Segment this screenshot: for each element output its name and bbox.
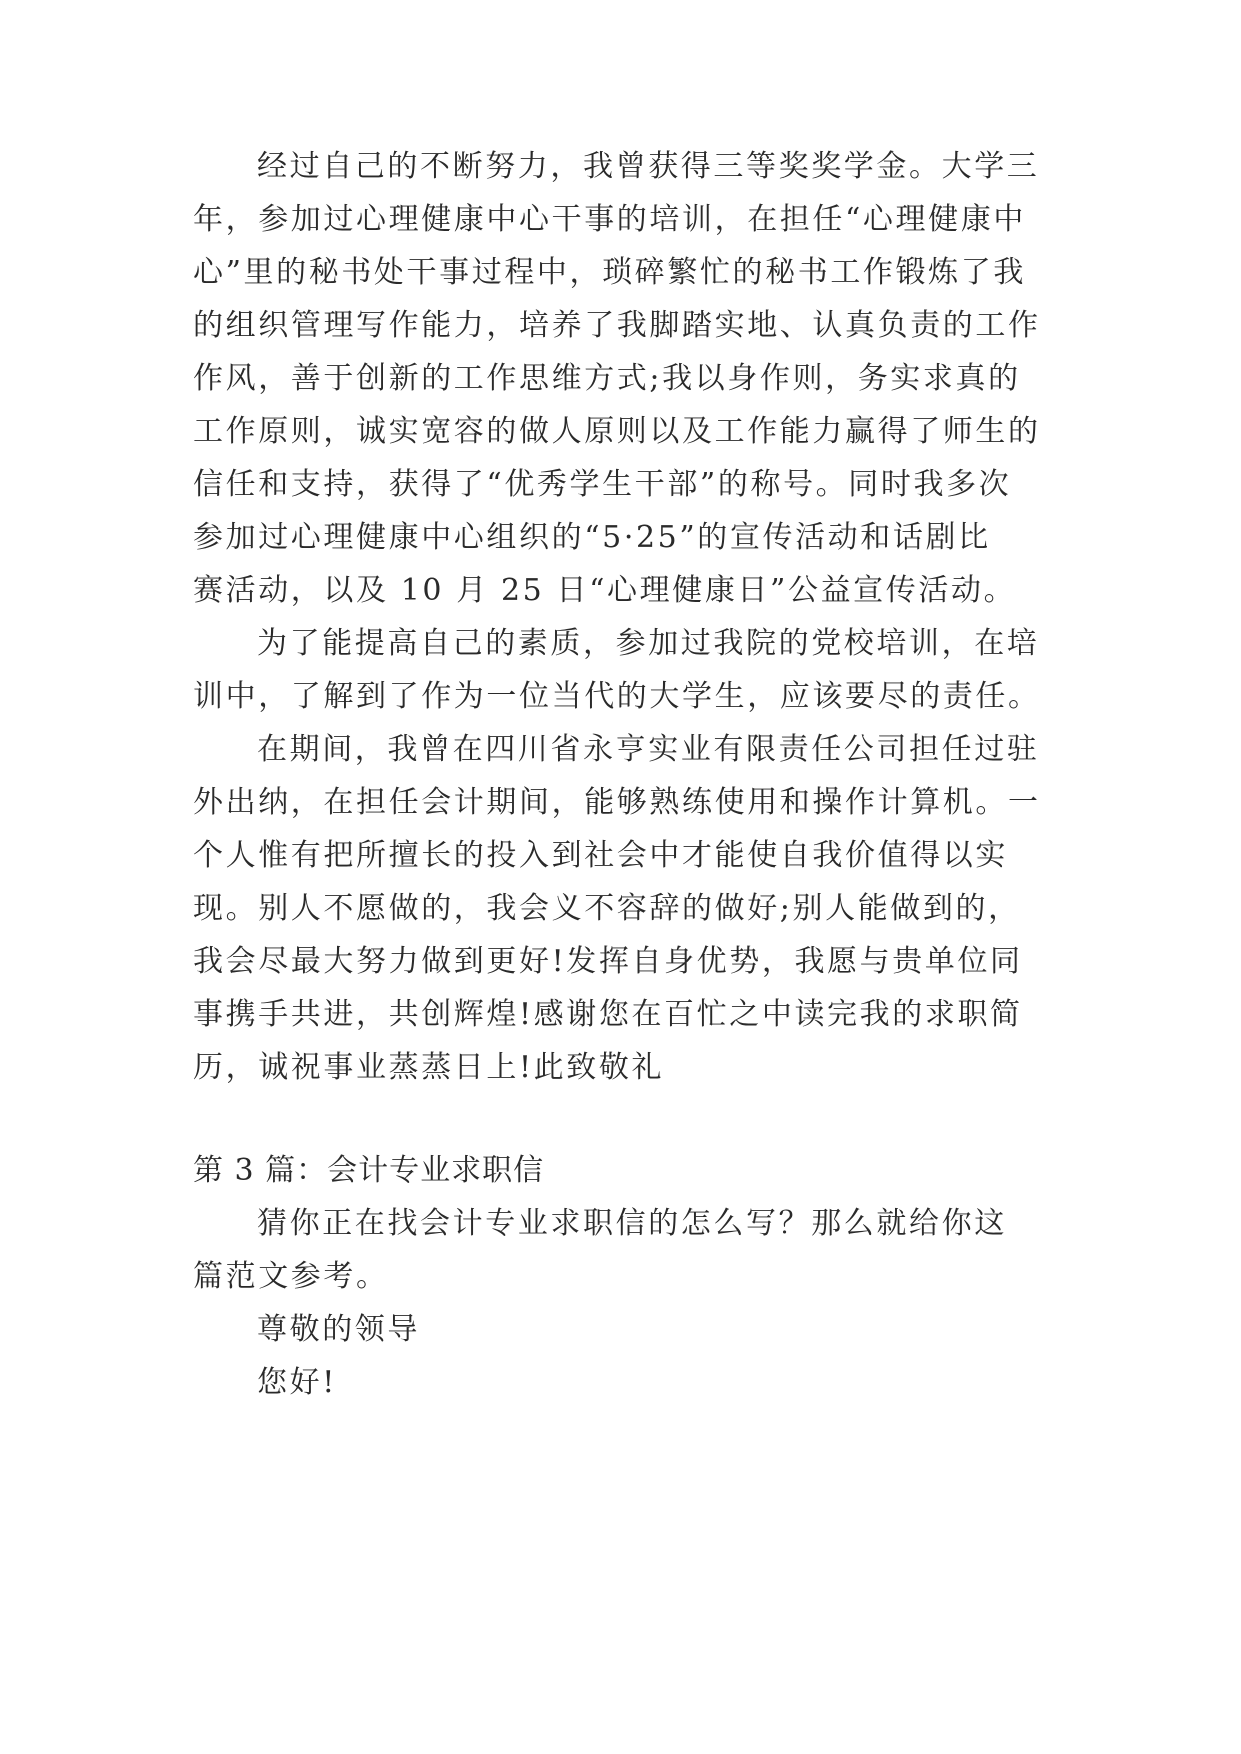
paragraph-3-line-1: 在期间，我曾在四川省永亨实业有限责任公司担任过驻: [257, 732, 1040, 767]
paragraph-3-line-3: 个人惟有把所擅长的投入到社会中才能使自我价值得以实: [193, 838, 1008, 873]
paragraph-1-line-2: 年，参加过心理健康中心干事的培训，在担任“心理健康中: [193, 202, 1026, 237]
paragraph-1-line-8: 参加过心理健康中心组织的“5·25”的宣传活动和话剧比: [193, 520, 991, 555]
paragraph-3-line-2: 外出纳，在担任会计期间，能够熟练使用和操作计算机。一: [193, 785, 1041, 820]
paragraph-1-line-4: 的组织管理写作能力，培养了我脚踏实地、认真负责的工作: [193, 308, 1041, 343]
paragraph-3-line-6: 事携手共进，共创辉煌!感谢您在百忙之中读完我的求职简: [193, 997, 1023, 1032]
paragraph-2-line-1: 为了能提高自己的素质，参加过我院的党校培训，在培: [257, 626, 1040, 661]
paragraph-1-line-5: 作风，善于创新的工作思维方式;我以身作则，务实求真的: [193, 361, 1021, 396]
paragraph-3-line-5: 我会尽最大努力做到更好!发挥自身优势，我愿与贵单位同: [193, 944, 1023, 979]
paragraph-1-line-9: 赛活动，以及 10 月 25 日“心理健康日”公益宣传活动。: [193, 573, 1017, 608]
greeting: 您好!: [257, 1365, 337, 1400]
paragraph-3-line-7: 历，诚祝事业蒸蒸日上!此致敬礼: [193, 1050, 665, 1085]
paragraph-4-line-2: 篇范文参考。: [193, 1259, 389, 1294]
paragraph-2-line-2: 训中，了解到了作为一位当代的大学生，应该要尽的责任。: [193, 679, 1041, 714]
paragraph-1-line-3: 心”里的秘书处干事过程中，琐碎繁忙的秘书工作锻炼了我: [193, 255, 1026, 290]
paragraph-1-line-6: 工作原则，诚实宽容的做人原则以及工作能力赢得了师生的: [193, 414, 1041, 449]
salutation: 尊敬的领导: [257, 1312, 420, 1347]
paragraph-1-line-1: 经过自己的不断努力，我曾获得三等奖奖学金。大学三: [257, 149, 1040, 184]
paragraph-1-line-7: 信任和支持，获得了“优秀学生干部”的称号。同时我多次: [193, 467, 1012, 502]
paragraph-4-line-1: 猜你正在找会计专业求职信的怎么写？那么就给你这: [257, 1206, 1007, 1241]
paragraph-3-line-4: 现。别人不愿做的，我会义不容辞的做好;别人能做到的，: [193, 891, 1021, 926]
section-heading: 第 3 篇：会计专业求职信: [193, 1153, 545, 1188]
